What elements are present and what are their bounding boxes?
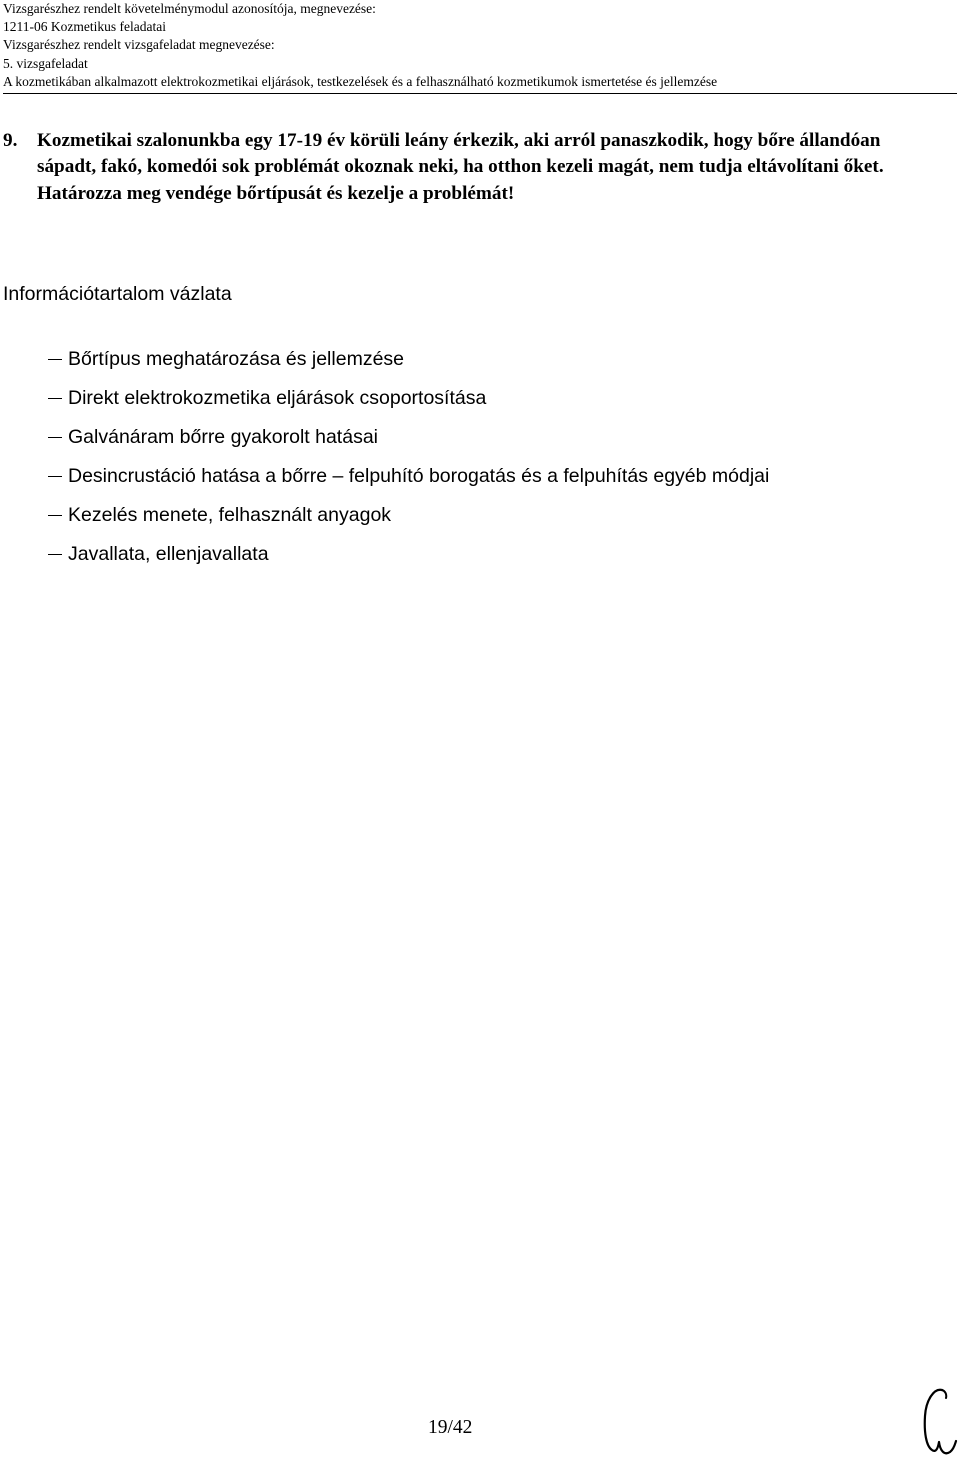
header-task-number: 5. vizsgafeladat [3, 55, 88, 71]
task-text: Kozmetikai szalonunkba egy 17-19 év körüli leány érkezik, aki arról panaszkodik, hogy bőre állandóan sápadt, fakó, komedói sok problémát okoznak neki, ha otthon kezeli magát, nem tudja eltávolítani őket. Határozza meg vendége bőrtípusát és kezelje a problémát! [37, 130, 884, 204]
list-item-text: Galvánáram bőrre gyakorolt hatásai [68, 426, 378, 448]
page-header [3, 0, 953, 91]
list-item-text: Javallata, ellenjavallata [68, 543, 269, 565]
list-item [48, 386, 769, 425]
dash-bullet-icon [48, 398, 62, 399]
list-item [48, 464, 769, 503]
list-item [48, 347, 769, 386]
outline-title: Információtartalom vázlata [3, 283, 232, 305]
list-item-text: Direkt elektrokozmetika eljárások csoportosítása [68, 387, 487, 409]
list-item [48, 425, 769, 464]
list-item-text: Kezelés menete, felhasznált anyagok [68, 504, 392, 526]
header-module-name: 1211-06 Kozmetikus feladatai [3, 19, 166, 35]
header-task-label: Vizsgarészhez rendelt vizsgafeladat megnevezése: [3, 37, 275, 53]
task-statement [3, 128, 903, 207]
list-item [48, 542, 769, 581]
list-item-text: Desincrustáció hatása a bőrre – felpuhító borogatás és a felpuhítás egyéb módjai [68, 465, 770, 487]
header-task-name: A kozmetikában alkalmazott elektrokozmetikai eljárások, testkezelések és a felhasználható kozmetikumok ismertetése és jellemzése [3, 73, 718, 89]
header-divider [3, 93, 957, 94]
dash-bullet-icon [48, 476, 62, 477]
signature-icon [920, 1386, 958, 1460]
dash-bullet-icon [48, 554, 62, 555]
task-number: 9. [3, 130, 18, 151]
page-number: 19/42 [428, 1417, 473, 1438]
dash-bullet-icon [48, 437, 62, 438]
list-item [48, 503, 769, 542]
list-item-text: Bőrtípus meghatározása és jellemzése [68, 348, 405, 370]
dash-bullet-icon [48, 359, 62, 360]
header-module-label: Vizsgarészhez rendelt követelménymodul azonosítója, megnevezése: [3, 1, 376, 16]
outline-list [48, 347, 769, 581]
dash-bullet-icon [48, 515, 62, 516]
